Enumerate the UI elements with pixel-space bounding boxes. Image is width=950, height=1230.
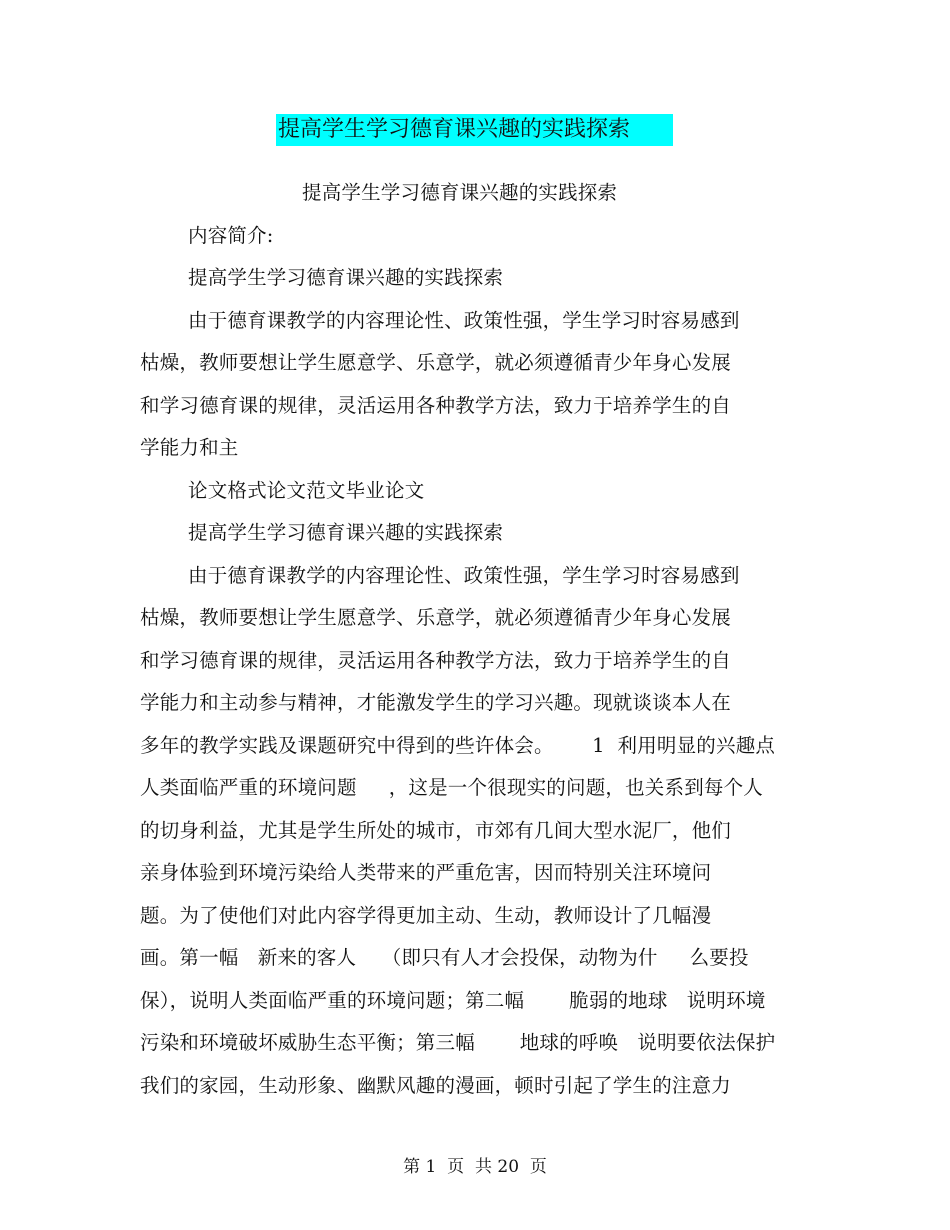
- body-line: 题。为了使他们对此内容学得更加主动、生动，教师设计了几幅漫: [140, 904, 712, 927]
- page-footer: 第 1 页 共 20 页: [403, 1157, 547, 1177]
- body-line: 多年的教学实践及课题研究中得到的些许体会。 1 利用明显的兴趣点: [140, 734, 776, 757]
- body-line: 学能力和主动参与精神，才能激发学生的学习兴趣。现就谈谈本人在: [140, 691, 732, 714]
- body-line: 和学习德育课的规律，灵活运用各种教学方法，致力于培养学生的自: [140, 649, 732, 672]
- highlighted-title: 提高学生学习德育课兴趣的实践探索: [276, 114, 673, 146]
- subtitle: 提高学生学习德育课兴趣的实践探索: [302, 181, 618, 204]
- body-line: 内容简介:: [188, 224, 274, 247]
- body-line: 枯燥，教师要想让学生愿意学、乐意学，就必须遵循青少年身心发展: [140, 606, 732, 629]
- body-line: 提高学生学习德育课兴趣的实践探索: [188, 266, 504, 289]
- body-line: 提高学生学习德育课兴趣的实践探索: [188, 521, 504, 544]
- body-line: 我们的家园，生动形象、幽默风趣的漫画，顿时引起了学生的注意力: [140, 1074, 732, 1097]
- body-line: 画。第一幅 新来的客人 （即只有人才会投保，动物为什 么要投: [140, 946, 749, 969]
- body-line: 枯燥，教师要想让学生愿意学、乐意学，就必须遵循青少年身心发展: [140, 351, 732, 374]
- body-line: 保），说明人类面临严重的环境问题；第二幅 脆弱的地球 说明环境: [140, 989, 766, 1012]
- body-line: 论文格式论文范文毕业论文: [188, 479, 425, 502]
- body-line: 由于德育课教学的内容理论性、政策性强，学生学习时容易感到: [188, 309, 740, 332]
- body-line: 污染和环境破坏威胁生态平衡；第三幅 地球的呼唤 说明要依法保护: [140, 1031, 776, 1054]
- body-line: 由于德育课教学的内容理论性、政策性强，学生学习时容易感到: [188, 564, 740, 587]
- body-line: 人类面临严重的环境问题 ，这是一个很现实的问题，也关系到每个人: [140, 776, 763, 799]
- body-line: 学能力和主: [140, 436, 239, 459]
- body-line: 的切身利益，尤其是学生所处的城市，市郊有几间大型水泥厂，他们: [140, 819, 732, 842]
- body-line: 亲身体验到环境污染给人类带来的严重危害，因而特别关注环境问: [140, 861, 712, 884]
- body-line: 和学习德育课的规律，灵活运用各种教学方法，致力于培养学生的自: [140, 394, 732, 417]
